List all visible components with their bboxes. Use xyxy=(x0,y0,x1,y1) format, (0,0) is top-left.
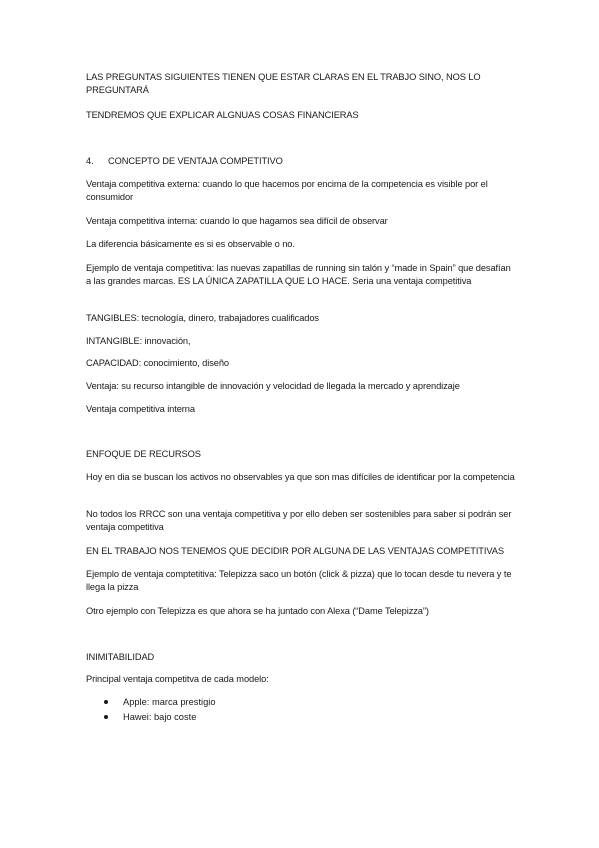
paragraph-externa: Ventaja competitiva externa: cuando lo que hacemos por encima de la competencia es visible por el consumidor xyxy=(86,179,488,202)
bullet-icon xyxy=(104,700,108,704)
list-item: Hawei: bajo coste xyxy=(123,712,197,722)
list-item: Apple: marca prestigio xyxy=(123,697,216,707)
heading-inimitabilidad: INIMITABILIDAD xyxy=(86,652,155,662)
paragraph-intangible: INTANGIBLE: innovación, xyxy=(86,336,191,346)
section-title: CONCEPTO DE VENTAJA COMPETITIVO xyxy=(108,156,283,166)
paragraph-telepizza-2: Otro ejemplo con Telepizza es que ahora se ha juntado con Alexa (“Dame Telepizza”) xyxy=(86,606,429,616)
section-4-heading xyxy=(86,155,516,168)
intro-line-2: TENDREMOS QUE EXPLICAR ALGNUAS COSAS FINANCIERAS xyxy=(86,110,359,120)
paragraph-ejemplo: Ejemplo de ventaja competitiva: las nuevas zapatillas de running sin talón y “made in Spain” que desafían a las grandes marcas. ES LA ÚNICA ZAPATILLA QUE LO HACE. Seria una ventaja competitiva xyxy=(86,263,511,286)
section-number: 4. xyxy=(86,156,94,166)
paragraph-trabajo: EN EL TRABAJO NOS TENEMOS QUE DECIDIR POR ALGUNA DE LAS VENTAJAS COMPETITIVAS xyxy=(86,546,504,556)
paragraph-ventaja: Ventaja: su recurso intangible de innovación y velocidad de llegada la mercado y aprendizaje xyxy=(86,381,460,391)
paragraph-vci: Ventaja competitiva interna xyxy=(86,404,195,414)
paragraph-principal: Principal ventaja competitva de cada modelo: xyxy=(86,674,269,684)
paragraph-rrcc: No todos los RRCC son una ventaja competitiva y por ello deben ser sostenibles para saber si podrán ser ventaja competitiva xyxy=(86,509,512,532)
paragraph-telepizza-1: Ejemplo de ventaja comptetitiva: Telepizza saco un botón (click & pizza) que lo tocan desde tu nevera y te llega la pizza xyxy=(86,569,512,592)
heading-enfoque: ENFOQUE DE RECURSOS xyxy=(86,449,201,459)
paragraph-interna: Ventaja competitiva interna: cuando lo que hagamos sea difícil de observar xyxy=(86,216,388,226)
bullet-icon xyxy=(104,715,108,719)
paragraph-tangibles: TANGIBLES: tecnología, dinero, trabajadores cualificados xyxy=(86,313,319,323)
paragraph-hoy: Hoy en dia se buscan los activos no observables ya que son mas difíciles de identificar por la competencia xyxy=(86,472,515,482)
paragraph-capacidad: CAPACIDAD: conocimiento, diseño xyxy=(86,358,229,368)
paragraph-diferencia: La diferencia básicamente es si es observable o no. xyxy=(86,239,295,249)
intro-line-1: LAS PREGUNTAS SIGUIENTES TIENEN QUE ESTAR CLARAS EN EL TRABJO SINO, NOS LO PREGUNTARÁ xyxy=(86,72,481,95)
